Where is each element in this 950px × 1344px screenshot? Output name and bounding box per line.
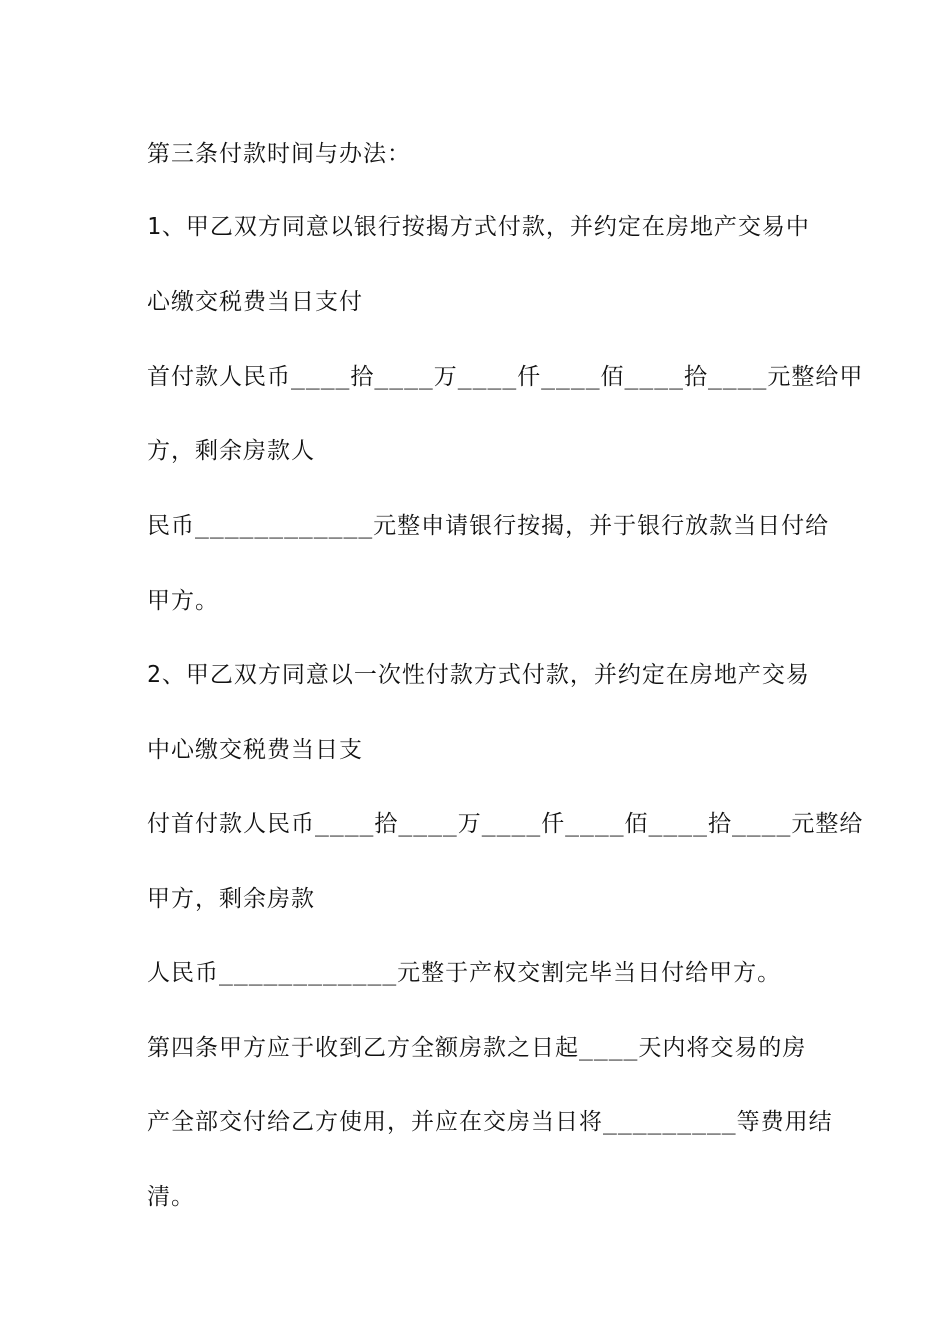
clause-3-item-2-line-1: 2、甲乙双方同意以一次性付款方式付款，并约定在房地产交易 <box>147 662 810 688</box>
clause-3-title: 第三条付款时间与办法： <box>147 141 411 167</box>
clause-3-item-1-line-6: 甲方。 <box>147 588 219 614</box>
clause-3-item-1-line-5: 民币____________元整申请银行按揭，并于银行放款当日付给 <box>147 513 830 539</box>
clause-3-item-2-line-4: 甲方，剩余房款 <box>147 886 315 912</box>
clause-3-item-1-line-4: 方，剩余房款人 <box>147 438 315 464</box>
clause-3-item-1-line-2: 心缴交税费当日支付 <box>147 289 363 315</box>
clause-3-item-1-line-1: 1、甲乙双方同意以银行按揭方式付款，并约定在房地产交易中 <box>147 214 810 240</box>
clause-4-line-2: 产全部交付给乙方使用，并应在交房当日将_________等费用结 <box>147 1109 833 1135</box>
clause-3-item-2-line-3: 付首付款人民币____拾____万____仟____佰____拾____元整给 <box>147 811 864 837</box>
clause-3-item-1-line-3: 首付款人民币____拾____万____仟____佰____拾____元整给甲 <box>147 364 864 390</box>
clause-3-item-2-line-5: 人民币____________元整于产权交割完毕当日付给甲方。 <box>147 960 782 986</box>
clause-4-line-1: 第四条甲方应于收到乙方全额房款之日起____天内将交易的房 <box>147 1035 807 1061</box>
clause-3-item-2-line-2: 中心缴交税费当日支 <box>147 737 363 763</box>
clause-4-line-3: 清。 <box>147 1184 195 1210</box>
